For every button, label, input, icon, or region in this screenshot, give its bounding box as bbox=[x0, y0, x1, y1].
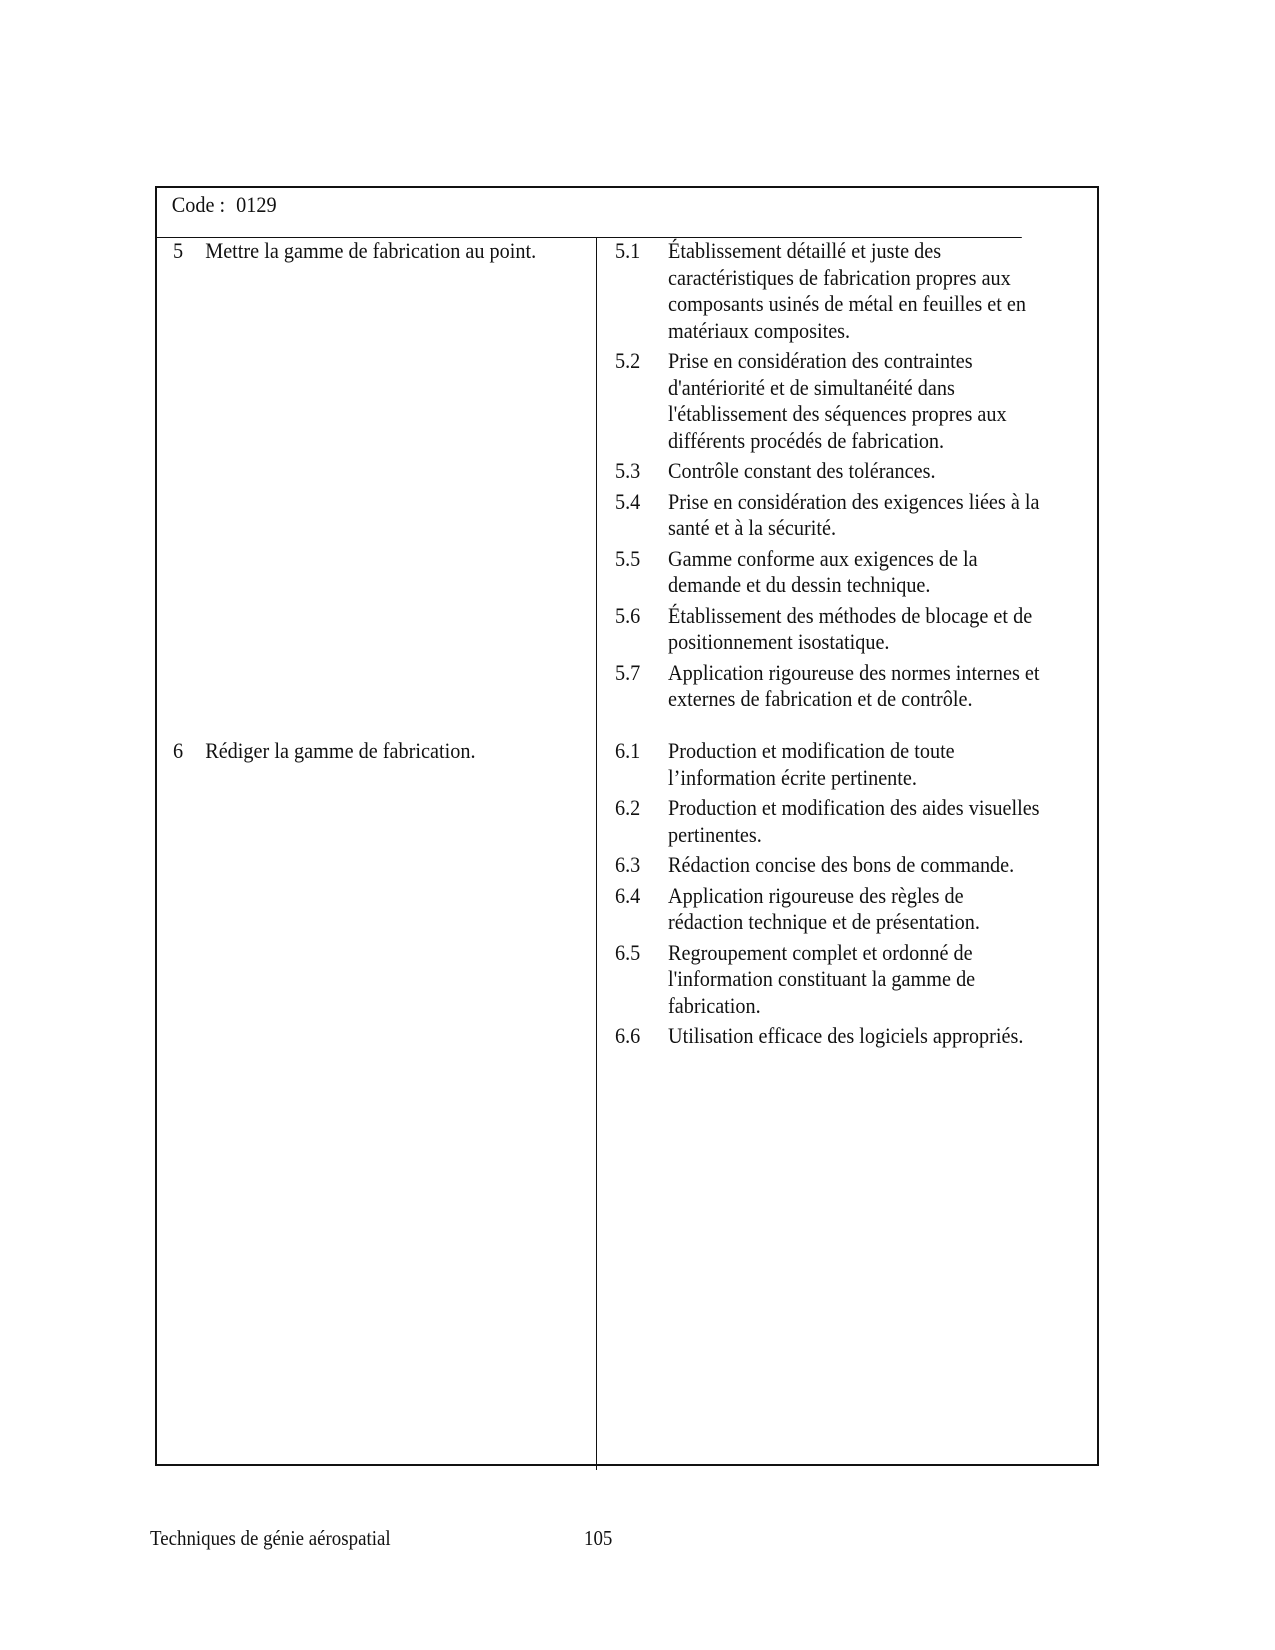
criterion-text bbox=[668, 940, 1061, 1020]
criterion-number: 5.7 bbox=[615, 659, 641, 685]
criterion-number: 6.4 bbox=[615, 882, 641, 908]
criterion-number: 5.3 bbox=[615, 458, 641, 483]
criterion-number: 6.6 bbox=[615, 1023, 641, 1048]
criterion-line: Application rigoureuse des normes internes et bbox=[668, 659, 1040, 685]
criterion-line: l’information écrite pertinente. bbox=[668, 764, 917, 790]
criterion-5-7 bbox=[615, 660, 1095, 713]
criterion-5-3 bbox=[615, 458, 1095, 485]
criterion-line: l'établissement des séquences propres aux bbox=[668, 401, 1007, 426]
criterion-line: Production et modification de toute bbox=[668, 738, 955, 763]
criterion-line: caractéristiques de fabrication propres aux bbox=[668, 264, 1011, 290]
criterion-line: Regroupement complet et ordonné de bbox=[668, 939, 973, 965]
criterion-line: Prise en considération des contraintes bbox=[668, 348, 973, 373]
criterion-text bbox=[668, 660, 1061, 713]
criterion-text bbox=[668, 348, 1061, 454]
competency-label: Rédiger la gamme de fabrication. bbox=[205, 738, 476, 763]
criterion-text bbox=[668, 546, 1061, 599]
criterion-text bbox=[668, 489, 1061, 542]
criterion-line: pertinentes. bbox=[668, 821, 762, 847]
criterion-line: Prise en considération des exigences liées à la bbox=[668, 488, 1040, 514]
criterion-text bbox=[668, 795, 1061, 848]
criterion-number: 5.5 bbox=[615, 545, 641, 571]
criterion-text bbox=[668, 458, 1061, 485]
criterion-number: 6.2 bbox=[615, 795, 641, 820]
criterion-line: Gamme conforme aux exigences de la bbox=[668, 545, 978, 571]
criteria-list-6 bbox=[615, 738, 1095, 1054]
criterion-6-5 bbox=[615, 940, 1095, 1020]
criterion-line: demande et du dessin technique. bbox=[668, 572, 931, 597]
criterion-6-1 bbox=[615, 738, 1095, 791]
code-value: 0129 bbox=[236, 192, 277, 217]
criterion-line: Application rigoureuse des règles de bbox=[668, 882, 964, 908]
criterion-line: matériaux composites. bbox=[668, 317, 851, 343]
page-number: 105 bbox=[584, 1526, 613, 1550]
criterion-number: 5.1 bbox=[615, 238, 641, 263]
criterion-line: Utilisation efficace des logiciels appropriés. bbox=[668, 1023, 1024, 1048]
criterion-6-6 bbox=[615, 1023, 1095, 1050]
criterion-line: d'antériorité et de simultanéité dans bbox=[668, 374, 955, 400]
footer-program-title: Techniques de génie aérospatial bbox=[150, 1526, 391, 1550]
criterion-line: composants usinés de métal en feuilles et en bbox=[668, 291, 1027, 316]
criterion-6-4 bbox=[615, 883, 1095, 936]
criterion-line: Contrôle constant des tolérances. bbox=[668, 458, 936, 483]
criterion-line: rédaction technique et de présentation. bbox=[668, 909, 980, 934]
criterion-line: Rédaction concise des bons de commande. bbox=[668, 852, 1015, 877]
criterion-line: Production et modification des aides visuelles bbox=[668, 795, 1040, 820]
competency-5 bbox=[173, 238, 536, 264]
criterion-number: 6.5 bbox=[615, 939, 641, 965]
competency-number: 5 bbox=[173, 238, 184, 263]
criterion-6-3 bbox=[615, 852, 1095, 879]
competency-table bbox=[155, 186, 1099, 1466]
code-row bbox=[157, 188, 1022, 238]
criterion-5-4 bbox=[615, 489, 1095, 542]
criterion-text bbox=[668, 738, 1061, 791]
competency-6 bbox=[173, 738, 476, 764]
criterion-text bbox=[668, 852, 1061, 879]
column-divider bbox=[596, 238, 597, 1470]
criterion-line: l'information constituant la gamme de bbox=[668, 966, 976, 991]
criterion-line: positionnement isostatique. bbox=[668, 629, 890, 654]
criterion-line: fabrication. bbox=[668, 992, 761, 1018]
criterion-line: Établissement détaillé et juste des bbox=[668, 238, 942, 263]
criterion-text bbox=[668, 883, 1061, 936]
criteria-list-5 bbox=[615, 238, 1095, 717]
criterion-text bbox=[668, 1023, 1061, 1050]
criterion-number: 6.3 bbox=[615, 852, 641, 877]
criterion-number: 5.6 bbox=[615, 602, 641, 628]
criterion-number: 6.1 bbox=[615, 738, 641, 763]
criterion-5-2 bbox=[615, 348, 1095, 454]
criterion-line: Établissement des méthodes de blocage et de bbox=[668, 602, 1033, 628]
competency-label: Mettre la gamme de fabrication au point. bbox=[205, 238, 537, 263]
criterion-5-1 bbox=[615, 238, 1095, 344]
competency-number: 6 bbox=[173, 738, 184, 763]
code-label: Code : bbox=[171, 192, 226, 217]
criterion-5-6 bbox=[615, 603, 1095, 656]
criterion-6-2 bbox=[615, 795, 1095, 848]
criterion-text bbox=[668, 603, 1061, 656]
criterion-number: 5.2 bbox=[615, 348, 641, 373]
criterion-line: externes de fabrication et de contrôle. bbox=[668, 686, 973, 711]
criterion-number: 5.4 bbox=[615, 488, 641, 514]
criterion-text bbox=[668, 238, 1061, 344]
criterion-5-5 bbox=[615, 546, 1095, 599]
criterion-line: santé et à la sécurité. bbox=[668, 515, 837, 540]
criterion-line: différents procédés de fabrication. bbox=[668, 427, 945, 453]
